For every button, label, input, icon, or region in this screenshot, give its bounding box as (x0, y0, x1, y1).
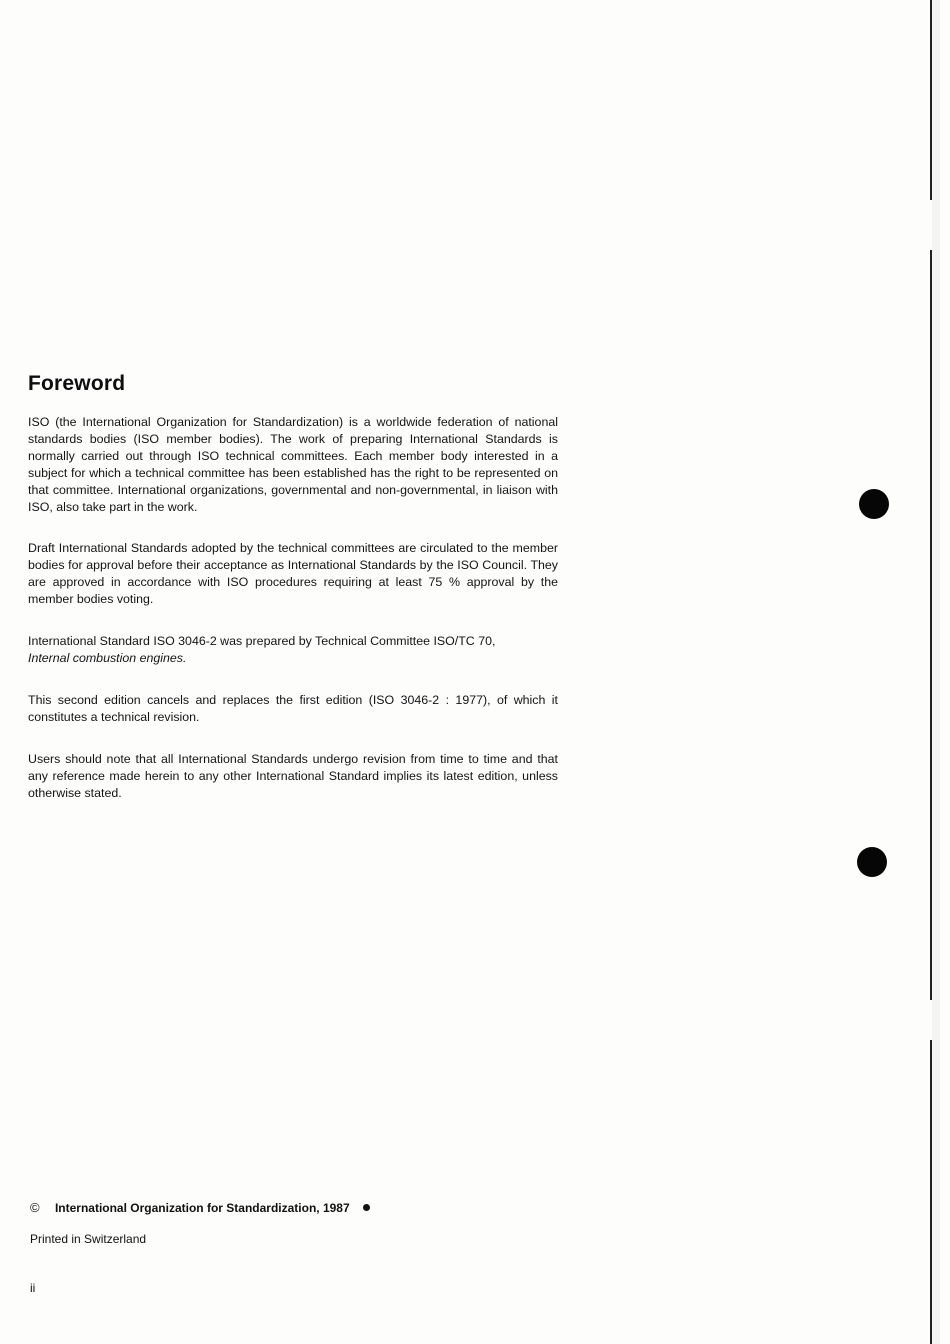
paragraph-prepared-by (28, 633, 558, 667)
paragraph-users-note: Users should note that all International Standards undergo revision from time to time and that any reference made herein to any other International Standard implies its latest edition, unless otherwise stated. (28, 751, 558, 800)
copyright-owner: International Organization for Standardization, 1987 (54, 1201, 350, 1215)
paragraph-draft-approval: Draft International Standards adopted by the technical committees are circulated to the member bodies for approval before their acceptance as International Standards by the ISO Council. They are approved in accordance with ISO procedures requiring at least 75 % approval by the member bodies voting. (28, 541, 558, 607)
paragraph-iso-intro: ISO (the International Organization for Standardization) is a worldwide federation of national standards bodies (ISO member bodies). The work of preparing International Standards is normally carried out through ISO technical committees. Each member body interested in a subject for which a technical committee has been established has the right to be represented on that committee. International organizations, governmental and non-governmental, in liaison with ISO, also take part in the work. (28, 415, 558, 514)
paragraph-edition: This second edition cancels and replaces the first edition (ISO 3046-2 : 1977), of which it constitutes a technical revision. (28, 692, 558, 724)
committee-title: Internal combustion engines. (28, 650, 187, 665)
printed-location: Printed in Switzerland (30, 1232, 147, 1246)
foreword-section (28, 370, 558, 826)
punch-hole-lower (857, 847, 887, 877)
page-edge-shade (932, 0, 940, 1344)
foreword-heading: Foreword (28, 372, 126, 395)
copyright-line (30, 1200, 370, 1216)
bullet-dot-icon (363, 1204, 370, 1211)
punch-hole-upper (859, 489, 889, 519)
page-number: ii (30, 1281, 36, 1295)
prepared-by-text: International Standard ISO 3046-2 was prepared by Technical Committee ISO/TC 70, (28, 634, 496, 649)
copyright-symbol: © (30, 1200, 40, 1215)
page-edge-line (930, 0, 932, 1344)
